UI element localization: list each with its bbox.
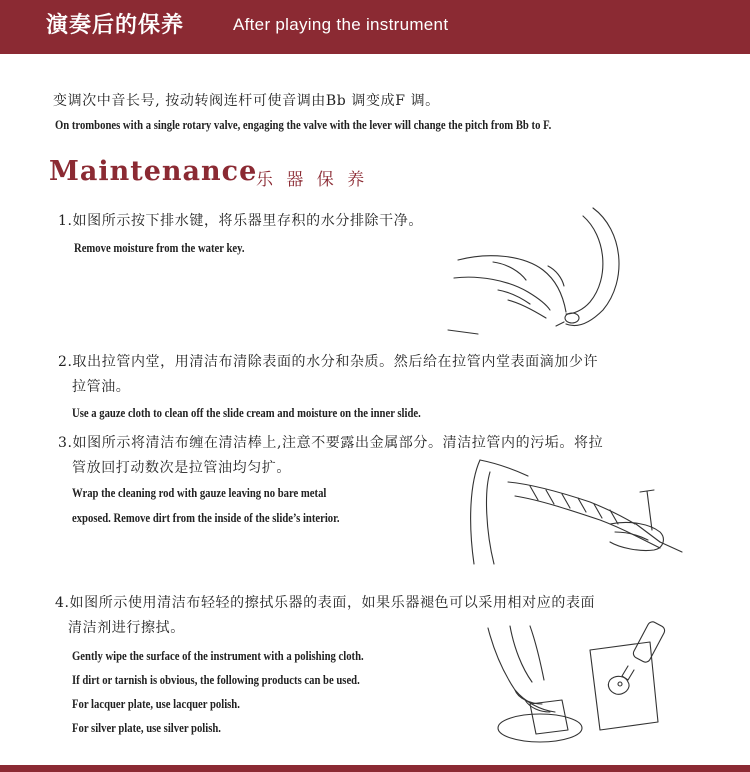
water-key-illustration	[438, 200, 638, 340]
footer-bar	[0, 765, 750, 772]
step-4-en-line-4: For silver plate, use silver polish.	[72, 720, 221, 735]
step-4-en-line-2: If dirt or tarnish is obvious, the following products can be used.	[72, 672, 360, 687]
intro-cn: 变调次中音长号, 按动转阀连杆可使音调由Bb 调变成F 调。	[53, 93, 440, 109]
header-title-cn: 演奏后的保养	[46, 12, 185, 38]
step-3-cn-line-2: 管放回打动数次是拉管油均匀扩。	[72, 460, 291, 476]
step-4-cn-line-1: 4.如图所示使用清洁布轻轻的擦拭乐器的表面，如果乐器褪色可以采用相对应的表面	[55, 595, 596, 611]
polishing-illustration	[470, 620, 680, 750]
maintenance-title: Maintenance	[49, 156, 258, 187]
intro-en: On trombones with a single rotary valve, engaging the valve with the lever will change the pitch from Bb to F.	[55, 117, 552, 132]
step-1-cn: 1.如图所示按下排水键，将乐器里存积的水分排除干净。	[58, 213, 423, 229]
step-1-en: Remove moisture from the water key.	[74, 240, 245, 255]
step-4-cn-line-2: 清洁剂进行擦拭。	[68, 620, 185, 636]
step-4-en-line-1: Gently wipe the surface of the instrument with a polishing cloth.	[72, 648, 364, 663]
step-2-en: Use a gauze cloth to clean off the slide cream and moisture on the inner slide.	[72, 405, 421, 420]
step-2-cn-line-2: 拉管油。	[72, 379, 131, 395]
step-4-en-line-3: For lacquer plate, use lacquer polish.	[72, 696, 240, 711]
step-3-en-line-2: exposed. Remove dirt from the inside of the slide’s interior.	[72, 510, 340, 525]
step-3-en-line-1: Wrap the cleaning rod with gauze leaving no bare metal	[72, 485, 327, 500]
step-3-cn-line-1: 3.如图所示将清洁布缠在清洁棒上,注意不要露出金属部分。清洁拉管内的污垢。将拉	[58, 435, 604, 451]
header-title-en: After playing the instrument	[233, 15, 449, 34]
step-2-cn-line-1: 2.取出拉管内堂，用清洁布清除表面的水分和杂质。然后给在拉管内堂表面滴加少许	[58, 354, 599, 370]
cleaning-rod-illustration	[460, 452, 690, 572]
header-bar	[0, 0, 750, 54]
maintenance-title-cn: 乐 器 保 养	[256, 170, 369, 190]
